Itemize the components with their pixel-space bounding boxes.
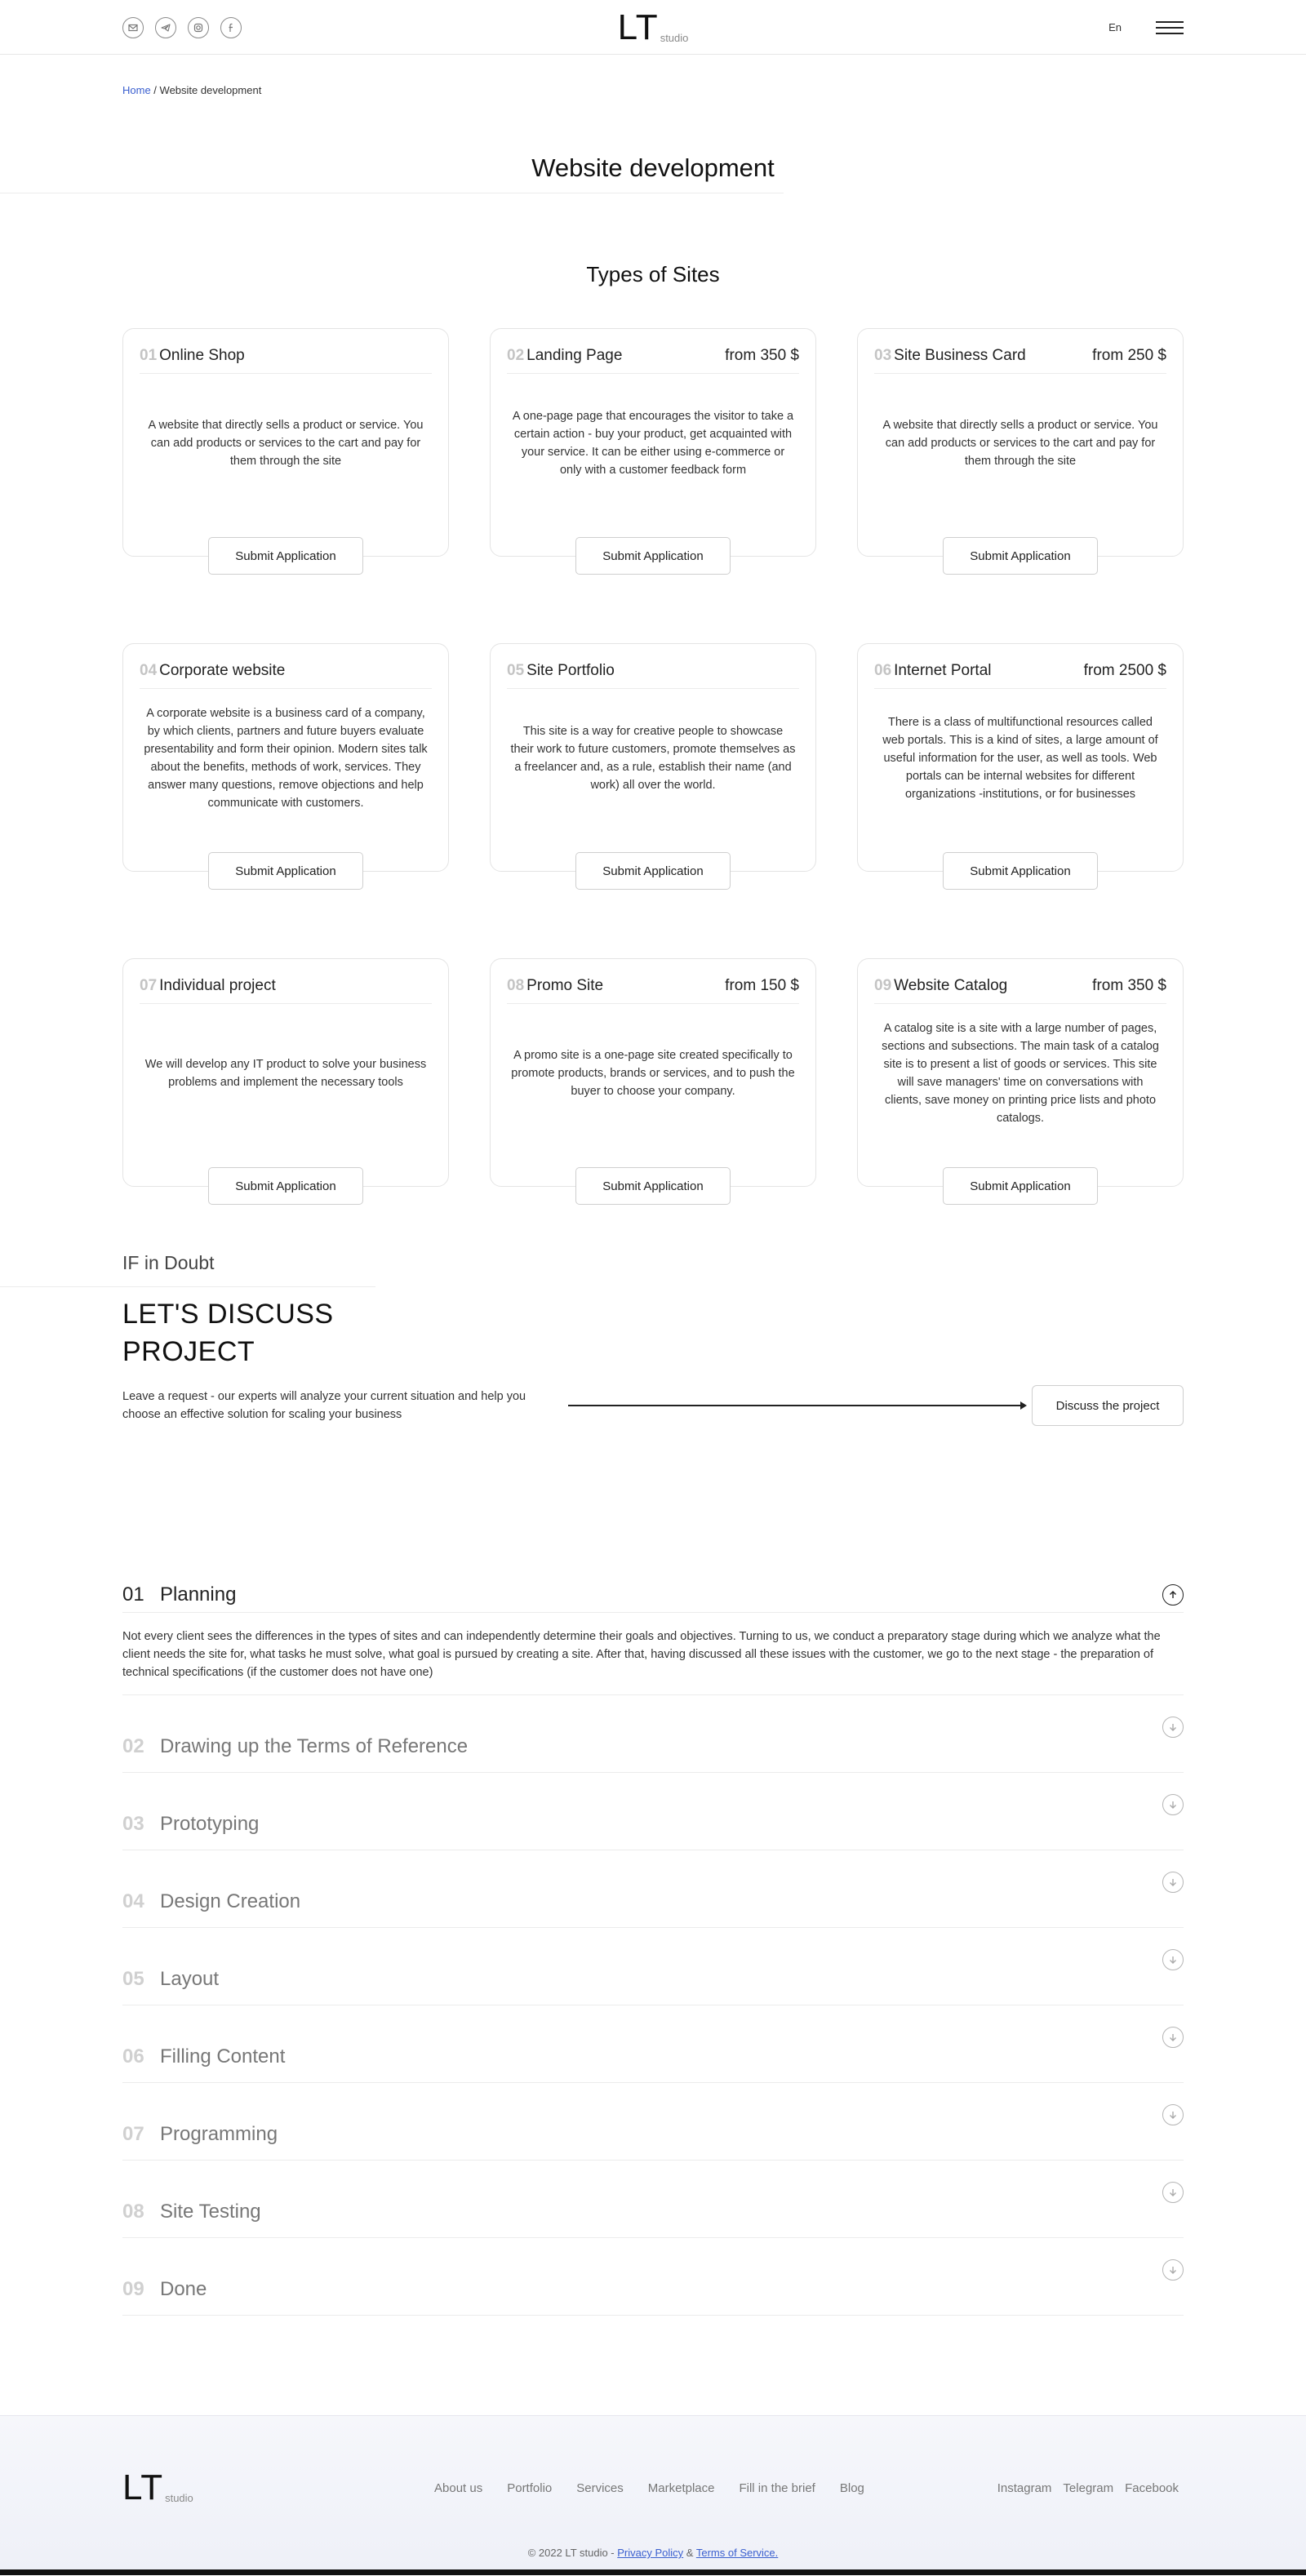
site-logo[interactable]	[617, 7, 689, 47]
stage-item	[122, 2238, 1184, 2316]
submit-application-button[interactable]: Submit Application	[575, 1167, 731, 1205]
site-header	[0, 0, 1306, 55]
arrow-down-icon[interactable]	[1162, 2027, 1184, 2048]
discuss-title-line2: PROJECT	[122, 1336, 255, 1367]
breadcrumb-separator: /	[150, 84, 160, 96]
header-right	[1108, 21, 1184, 34]
card-number: 05	[507, 662, 525, 679]
site-types-grid	[122, 328, 1184, 1193]
footer-logo-subtitle: studio	[165, 2492, 193, 2504]
instagram-icon[interactable]	[188, 17, 209, 38]
stage-header[interactable]	[122, 1773, 1184, 1850]
stage-title: Drawing up the Terms of Reference	[160, 1734, 469, 1757]
stage-header[interactable]	[122, 1578, 1184, 1613]
site-type-card	[122, 328, 449, 563]
submit-application-button[interactable]: Submit Application	[943, 537, 1098, 575]
stage-description: Not every client sees the differences in the types of sites and can independently determine their goals and objectives. Turning to us, we conduct a preparatory stage during which we analyze what the client needs the site for, what tasks he must solve, what goal is pursued by creating a site. After that, having discussed all these issues with the customer, we go to the next stage - the preparation of technical specifications (if the customer does not have one)	[122, 1630, 1161, 1679]
card-number: 03	[874, 347, 892, 364]
stage-number: 01	[122, 1583, 144, 1606]
card-title	[140, 347, 245, 365]
card-title-text: Site Business Card	[894, 347, 1026, 364]
page-title-box	[0, 153, 1306, 193]
stage-number: 02	[122, 1734, 144, 1757]
stage-title: Programming	[160, 2122, 278, 2145]
card-title	[140, 977, 276, 995]
mail-icon[interactable]	[122, 17, 144, 38]
discuss-text: Leave a request - our experts will analyze your current situation and help you choose an effective solution for scaling your business	[122, 1390, 526, 1421]
discuss-row	[122, 1385, 1184, 1426]
menu-burger-icon[interactable]	[1156, 21, 1184, 34]
stage-header[interactable]	[122, 1850, 1184, 1928]
header-socials	[122, 17, 242, 38]
types-section-title: Types of Sites	[586, 262, 720, 286]
card-title-text: Landing Page	[526, 347, 623, 364]
stage-title: Planning	[160, 1583, 237, 1606]
submit-application-button[interactable]: Submit Application	[575, 852, 731, 890]
footer-nav-brief[interactable]: Fill in the brief	[739, 2481, 815, 2495]
stage-title: Prototyping	[160, 1812, 260, 1835]
card-description: A website that directly sells a product or service. You can add products or services to the cart and pay for them through the site	[148, 419, 424, 468]
footer-nav-about[interactable]: About us	[434, 2481, 483, 2495]
footer-logo[interactable]	[122, 2467, 193, 2507]
stage-item	[122, 2083, 1184, 2161]
card-header	[874, 347, 1166, 374]
submit-application-button[interactable]: Submit Application	[943, 1167, 1098, 1205]
card-number: 09	[874, 977, 892, 994]
card-header	[507, 347, 799, 374]
card-title	[507, 347, 622, 365]
card-title-text: Corporate website	[159, 662, 286, 679]
stage-header[interactable]	[122, 2161, 1184, 2238]
stage-title: Filling Content	[160, 2045, 286, 2067]
card-number: 04	[140, 662, 158, 679]
footer-nav-services[interactable]: Services	[576, 2481, 624, 2495]
card-header	[874, 977, 1166, 1004]
stage-item	[122, 1850, 1184, 1928]
stage-header[interactable]	[122, 1695, 1184, 1773]
stage-title: Design Creation	[160, 1890, 301, 1912]
stages-accordion	[122, 1578, 1184, 2316]
card-header	[874, 662, 1166, 689]
footer-nav-blog[interactable]: Blog	[839, 2481, 864, 2495]
card-header	[507, 662, 799, 689]
stage-header[interactable]	[122, 2083, 1184, 2161]
stage-item	[122, 2161, 1184, 2238]
privacy-policy-link[interactable]: Privacy Policy	[617, 2547, 684, 2559]
stage-item	[122, 1928, 1184, 2005]
copyright-text: © 2022 LT studio -	[527, 2547, 618, 2559]
card-header	[140, 347, 432, 374]
footer-copyright	[122, 2547, 1184, 2559]
card-description: A promo site is a one-page site created specifically to promote products, brands or services, and to push the buyer to choose your company.	[511, 1049, 795, 1098]
stage-title: Done	[160, 2277, 207, 2300]
card-price: from 250 $	[1092, 347, 1166, 364]
logo-mark: LT	[617, 7, 659, 47]
card-price: from 350 $	[1092, 977, 1166, 994]
card-number: 07	[140, 977, 158, 994]
discuss-kicker: IF in Doubt	[122, 1252, 215, 1273]
card-title	[507, 977, 603, 995]
card-price: from 150 $	[725, 977, 799, 994]
card-price: from 2500 $	[1083, 662, 1166, 679]
logo-subtitle: studio	[660, 32, 689, 44]
breadcrumb-home-link[interactable]: Home	[122, 84, 151, 96]
stage-item	[122, 2005, 1184, 2083]
site-type-card	[857, 643, 1184, 878]
card-title-text: Online Shop	[159, 347, 245, 364]
kicker-divider	[0, 1286, 375, 1287]
submit-application-button[interactable]: Submit Application	[943, 852, 1098, 890]
stage-header[interactable]	[122, 2005, 1184, 2083]
footer-facebook-link[interactable]: Facebook	[1125, 2481, 1179, 2495]
submit-application-button[interactable]: Submit Application	[575, 537, 731, 575]
card-title-text: Site Portfolio	[526, 662, 615, 679]
card-number: 01	[140, 347, 158, 364]
card-price: from 350 $	[725, 347, 799, 364]
site-type-card	[490, 328, 816, 563]
site-type-card	[122, 643, 449, 878]
stage-number: 08	[122, 2200, 144, 2223]
stage-header[interactable]	[122, 2238, 1184, 2316]
site-footer	[0, 2415, 1306, 2575]
card-description: There is a class of multifunctional resources called web portals. This is a kind of sites, a large amount of useful information for the user, as well as tools. Web portals can be internal websites for different organizations -institutions, or for businesses	[882, 716, 1158, 801]
arrow-down-icon[interactable]	[1162, 2182, 1184, 2203]
stage-number: 06	[122, 2045, 144, 2067]
submit-application-button[interactable]: Submit Application	[208, 1167, 363, 1205]
breadcrumb	[122, 84, 1184, 96]
stage-header[interactable]	[122, 1928, 1184, 2005]
stage-title: Site Testing	[160, 2200, 261, 2223]
site-type-card	[857, 958, 1184, 1193]
card-title-text: Website Catalog	[894, 977, 1008, 994]
submit-application-button[interactable]: Submit Application	[208, 537, 363, 575]
footer-logo-mark: LT	[122, 2467, 164, 2507]
card-title	[874, 662, 991, 680]
bottom-bar	[0, 2569, 1306, 2575]
arrow-right-icon	[568, 1397, 1027, 1414]
card-description: A corporate website is a business card of a company, by which clients, partners and future buyers evaluate presentability and form their opinion. Modern sites talk about the benefits, methods of work, services. They answer many questions, remove objections and help communicate with customers.	[144, 707, 428, 810]
card-title-text: Promo Site	[526, 977, 604, 994]
footer-nav-marketplace[interactable]: Marketplace	[647, 2481, 715, 2495]
discuss-title-line1: LET'S DISCUSS	[122, 1299, 334, 1330]
site-type-card	[122, 958, 449, 1193]
site-type-card	[490, 958, 816, 1193]
stage-number: 05	[122, 1967, 144, 1990]
arrow-down-icon[interactable]	[1162, 1794, 1184, 1815]
card-title-text: Individual project	[159, 977, 276, 994]
footer-instagram-link[interactable]: Instagram	[997, 2481, 1052, 2495]
arrow-up-icon[interactable]	[1162, 1584, 1184, 1606]
language-switch[interactable]: En	[1108, 21, 1122, 33]
arrow-down-icon[interactable]	[1162, 2259, 1184, 2281]
stage-number: 03	[122, 1812, 144, 1835]
card-header	[140, 662, 432, 689]
card-description: A website that directly sells a product or service. You can add products or services to the cart and pay for them through the site	[882, 419, 1158, 468]
site-type-card	[857, 328, 1184, 563]
footer-telegram-link[interactable]: Telegram	[1063, 2481, 1114, 2495]
card-description: This site is a way for creative people to showcase their work to future customers, promote themselves as a freelancer and, as a rule, establish their name (and work) all over the world.	[510, 725, 796, 792]
breadcrumb-current: Website development	[159, 84, 262, 96]
discuss-section	[122, 1252, 1184, 1426]
card-description: A catalog site is a site with a large number of pages, sections and subsections. The main task of a catalog site is to present a list of goods or services. This site will save managers' time on conversations with clients, save money on printing price lists and photo catalogs.	[882, 1022, 1159, 1125]
terms-of-service-link[interactable]: Terms of Service.	[695, 2547, 779, 2559]
page-title: Website development	[531, 153, 775, 182]
arrow-down-icon[interactable]	[1162, 1949, 1184, 1970]
card-title	[507, 662, 615, 680]
card-description: We will develop any IT product to solve your business problems and implement the necessary tools	[144, 1058, 427, 1089]
footer-nav-portfolio[interactable]: Portfolio	[507, 2481, 553, 2495]
card-title	[874, 977, 1007, 995]
stage-item	[122, 1578, 1184, 1695]
card-number: 06	[874, 662, 892, 679]
stage-item	[122, 1695, 1184, 1773]
stage-number: 09	[122, 2277, 144, 2300]
card-header	[507, 977, 799, 1004]
card-header	[140, 977, 432, 1004]
submit-application-button[interactable]: Submit Application	[208, 852, 363, 890]
site-type-card	[490, 643, 816, 878]
telegram-icon[interactable]	[155, 17, 176, 38]
footer-social	[997, 2481, 1179, 2495]
facebook-icon[interactable]	[220, 17, 242, 38]
stage-title: Layout	[160, 1967, 220, 1990]
copyright-amp: &	[683, 2547, 696, 2559]
card-title-text: Internet Portal	[894, 662, 992, 679]
stage-number: 04	[122, 1890, 144, 1912]
card-description: A one-page page that encourages the visitor to take a certain action - buy your product, get acquainted with your service. It can be either using e-commerce or only with a customer feedback form	[512, 410, 794, 477]
stage-number: 07	[122, 2122, 144, 2145]
stage-item	[122, 1773, 1184, 1850]
discuss-project-button[interactable]: Discuss the project	[1032, 1385, 1184, 1426]
arrow-down-icon[interactable]	[1162, 2104, 1184, 2125]
card-title	[874, 347, 1026, 365]
arrow-down-icon[interactable]	[1162, 1717, 1184, 1738]
card-title	[140, 662, 285, 680]
discuss-title	[122, 1295, 1184, 1370]
arrow-down-icon[interactable]	[1162, 1872, 1184, 1893]
card-number: 02	[507, 347, 525, 364]
footer-nav	[434, 2481, 864, 2495]
card-number: 08	[507, 977, 525, 994]
